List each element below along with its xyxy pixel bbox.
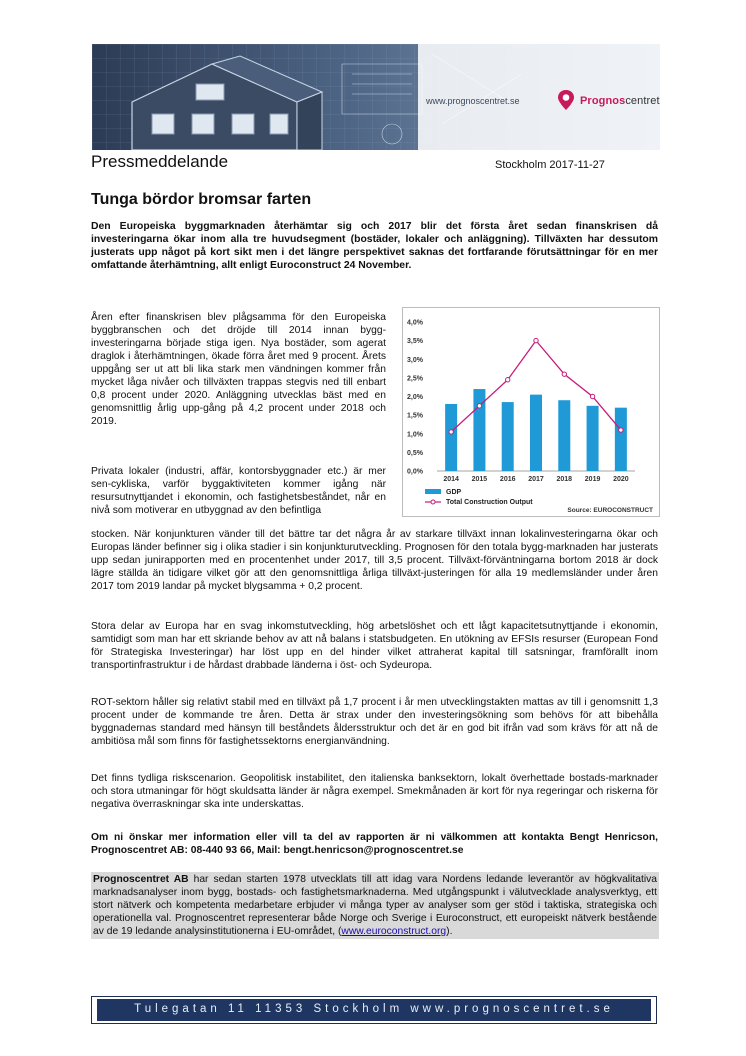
paragraph-2-start: Privata lokaler (industri, affär, kontorsbyggnader etc.) är mer sen-cykliska, varför byggaktiviteten kommer igång när resursutnyttjandet i ekonomin, och fastighetsbeståndet, når en nivå som motiverar en utbyggnad av den befintliga bbox=[91, 466, 386, 516]
headline: Tunga bördor bromsar farten bbox=[91, 191, 312, 208]
chart-source: Source: EUROCONSTRUCT bbox=[567, 507, 653, 514]
x-tick-label: 2018 bbox=[556, 476, 573, 483]
y-tick-label: 3,5% bbox=[407, 338, 423, 346]
x-tick-label: 2020 bbox=[613, 476, 629, 483]
legend-marker-construction bbox=[431, 500, 435, 504]
gdp-bar bbox=[558, 400, 570, 471]
legend-label-gdp: GDP bbox=[446, 489, 462, 496]
document-type: Pressmeddelande bbox=[91, 152, 229, 171]
company-logo-text bbox=[580, 95, 660, 107]
y-tick-label: 0,5% bbox=[407, 449, 423, 457]
y-tick-label: 2,5% bbox=[407, 375, 423, 383]
x-tick-label: 2014 bbox=[443, 476, 459, 483]
location-pin-icon bbox=[556, 89, 576, 116]
construction-output-point bbox=[477, 404, 481, 408]
about-end: ). bbox=[446, 926, 453, 937]
y-tick-label: 1,5% bbox=[407, 412, 423, 420]
construction-output-point bbox=[590, 394, 594, 398]
y-tick-label: 0,0% bbox=[407, 468, 423, 476]
construction-output-point bbox=[449, 430, 453, 434]
x-tick-label: 2019 bbox=[584, 476, 601, 483]
about-text: har sedan starten 1978 utvecklats till att idag vara Nordens ledande leverantör av högkvalitativa marknadsanalyser inom bygg, bostads- och fastighetsmarknaderna. Med utgångspunkt i välutvecklade analysverktyg, ett stort nätverk och kompetenta medarbetare erbjuder vi många typer av analyser som ger stöd i taktiska, strategiska och operationella val. Prognoscentret representerar både Norge och Sverige i Euroconstruct, ett europeiskt nätverk bestående av de 19 ledande analysinstitutionerna i EU-området, ( bbox=[93, 874, 657, 937]
gdp-bar bbox=[445, 404, 457, 471]
paragraph-5: Det finns tydliga riskscenarion. Geopolitisk instabilitet, den italienska banksektorn, lokalt överhettade bostads-marknader och stora utmaningar för högt skuldsatta länder är några exempel. Smekmånaden är kort för nya regeringar och riskerna för negativa överraskningar ska inte underskattas. bbox=[91, 773, 658, 810]
legend-label-construction: Total Construction Output bbox=[446, 499, 533, 506]
gdp-bar bbox=[587, 406, 599, 471]
paragraph-2-continued: stocken. När konjunkturen vänder till det bättre tar det några år av starkare tillväxt innan lokalinvesteringarna ökar och Europas länder befinner sig i olika stadier i sin konjunkturutveckling. Prognosen för den totala bygg-marknaden har justerats upp sedan junirapporten med en procentenhet under 2017, till 3,5 procent. Tillväxt-förväntningarna bortom 2018 är dock lägre ställda än tidigare vilket gör att den genomsnittliga årliga tillväxt-justeringen för alla 19 medlemsländer under åren 2017 tom 2019 landar på mycket blygsamma + 0,2 procent. bbox=[91, 529, 658, 592]
construction-output-point bbox=[534, 338, 538, 342]
x-tick-label: 2017 bbox=[528, 476, 544, 483]
place-date: Stockholm 2017-11-27 bbox=[495, 159, 605, 171]
gdp-bar bbox=[502, 402, 514, 471]
y-tick-label: 1,0% bbox=[407, 431, 423, 439]
legend-swatch-gdp bbox=[425, 489, 441, 494]
x-tick-label: 2015 bbox=[471, 476, 488, 483]
gdp-bar bbox=[530, 395, 542, 471]
euroconstruct-link[interactable]: www.euroconstruct.org bbox=[341, 926, 447, 937]
y-tick-label: 2,0% bbox=[407, 394, 423, 401]
y-tick-label: 4,0% bbox=[407, 319, 423, 327]
paragraph-3: Stora delar av Europa har en svag inkomstutveckling, hög arbetslöshet och ett lågt kapacitetsutnyttjande i ekonomin, samtidigt som man har ett skriande behov av att nå balans i statsbudgeten. En utökning av EFSIs resurser (European Fond för Strategiska Investeringar) har löst upp en del hinder vilket attraherat kapital till satsningar, framförallt inom transportinfrastruktur i de hårdast drabbade länderna i öst- och Sydeuropa. bbox=[91, 621, 658, 671]
paragraph-4: ROT-sektorn håller sig relativt stabil med en tillväxt på 1,7 procent i år men utvecklingstakten mattas av till i genomsnitt 1,3 procent under de kommande tre åren. Detta är strax under den investeringsökning som behövs för att bibehålla byggnadernas standard med hänsyn till beståndets åldersstruktur och det är en god bit ifrån vad som krävs för att nå de ambitiösa mål som finns för fastighetssektorns energianvändning. bbox=[91, 697, 658, 747]
gdp-bar bbox=[615, 408, 627, 471]
construction-output-point bbox=[506, 378, 510, 382]
logo-rest: centret bbox=[625, 95, 660, 107]
x-tick-label: 2016 bbox=[499, 476, 516, 483]
y-tick-label: 3,0% bbox=[407, 356, 423, 364]
construction-output-point bbox=[619, 428, 623, 432]
logo-bold: Prognos bbox=[580, 95, 626, 107]
construction-output-point bbox=[562, 372, 566, 376]
about-company bbox=[91, 872, 659, 939]
lead-paragraph: Den Europeiska byggmarknaden återhämtar sig och 2017 blir det första året sedan finanskrisen då investeringarna ökar inom alla tre huvudsegment (bostäder, lokaler och anläggning). Tillväxten har dessutom justerats upp något på kort sikt men i det längre perspektivet saknas det fortfarande förutsättningar för en mer omfattande återhämtning, allt enligt Euroconstruct 24 November. bbox=[91, 221, 658, 271]
footer-address: Tulegatan 11 11353 Stockholm www.prognoscentret.se bbox=[134, 1003, 614, 1015]
about-company-name: Prognoscentret AB bbox=[93, 874, 189, 885]
growth-chart bbox=[402, 307, 660, 517]
site-url[interactable]: www.prognoscentret.se bbox=[426, 96, 520, 106]
contact-info: Om ni önskar mer information eller vill ta del av rapporten är ni välkommen att kontakta Bengt Henricson, Prognoscentret AB: 08-440 93 66, Mail: bengt.henricson@prognoscentret.se bbox=[91, 832, 658, 856]
chart-svg bbox=[403, 308, 659, 516]
paragraph-1: Åren efter finanskrisen blev plågsamma för den Europeiska byggbranschen och det dröjde till 2014 innan bygg-investeringarna började stiga igen. Nya bostäder, som agerat draglok i återhämtningen, ökade förra året med 9 procent. Årets uppgång ser ut att bli lika stark men vändningen kommer från mycket låga nivåer och tillväxten trappas stegvis ned till enbart 0,8 procent under 2020. Anläggning utvecklas bäst med en genomsnittlig årlig upp-gång på 4,2 procent under 2018 och 2019. bbox=[91, 312, 386, 427]
